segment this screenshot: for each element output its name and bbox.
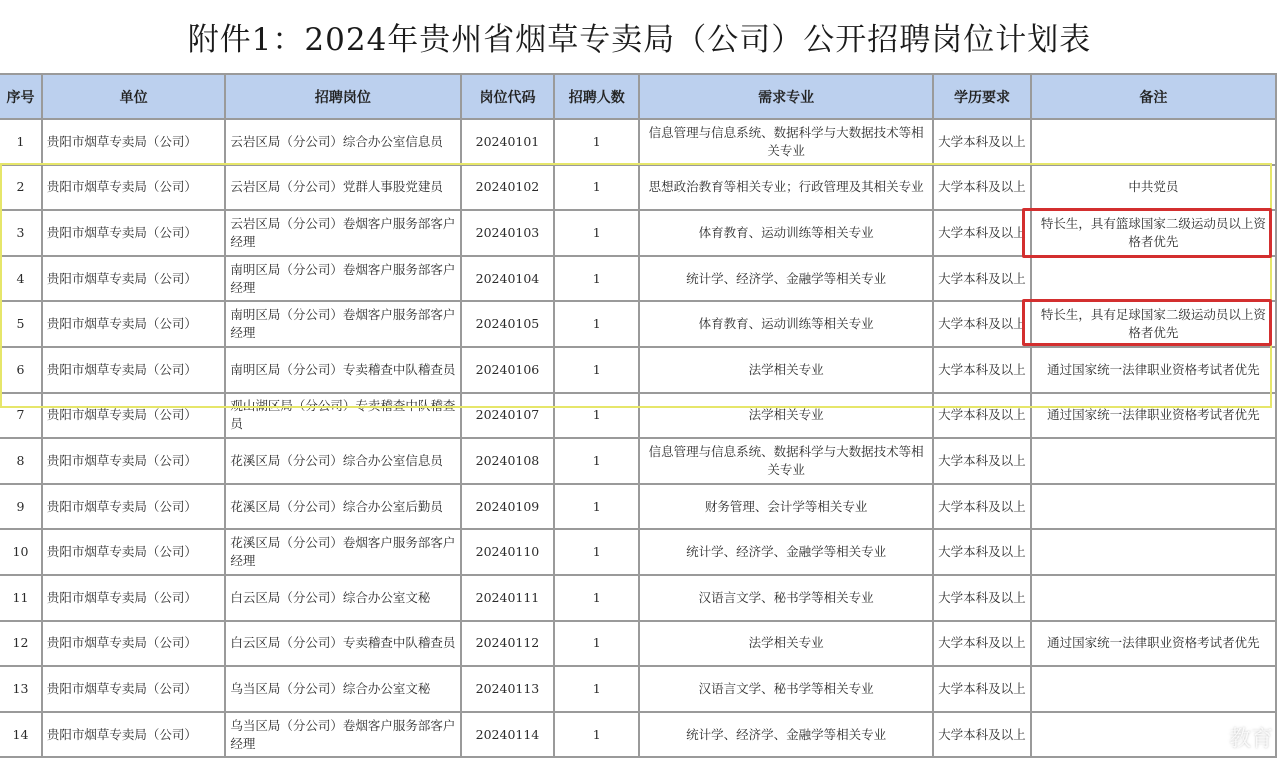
cell-no: 6	[0, 347, 42, 393]
cell-count: 1	[554, 712, 639, 758]
cell-post: 南明区局（分公司）卷烟客户服务部客户经理	[225, 256, 460, 302]
cell-post: 南明区局（分公司）专卖稽查中队稽查员	[225, 347, 460, 393]
header-major: 需求专业	[639, 74, 933, 119]
cell-code: 20240108	[461, 438, 555, 484]
cell-code: 20240107	[461, 393, 555, 439]
cell-post: 云岩区局（分公司）党群人事股党建员	[225, 165, 460, 211]
cell-no: 14	[0, 712, 42, 758]
cell-post: 乌当区局（分公司）综合办公室文秘	[225, 666, 460, 712]
cell-unit: 贵阳市烟草专卖局（公司）	[42, 347, 225, 393]
cell-major: 信息管理与信息系统、数据科学与大数据技术等相关专业	[639, 119, 933, 165]
cell-code: 20240114	[461, 712, 555, 758]
cell-count: 1	[554, 666, 639, 712]
cell-code: 20240112	[461, 621, 555, 667]
cell-unit: 贵阳市烟草专卖局（公司）	[42, 712, 225, 758]
table-row	[0, 393, 1276, 439]
cell-unit: 贵阳市烟草专卖局（公司）	[42, 119, 225, 165]
cell-count: 1	[554, 575, 639, 621]
table-row	[0, 529, 1276, 575]
cell-note	[1031, 119, 1276, 165]
cell-major: 体育教育、运动训练等相关专业	[639, 301, 933, 347]
cell-count: 1	[554, 256, 639, 302]
cell-major: 汉语言文学、秘书学等相关专业	[639, 666, 933, 712]
header-post: 招聘岗位	[225, 74, 460, 119]
cell-post: 白云区局（分公司）综合办公室文秘	[225, 575, 460, 621]
cell-note	[1031, 256, 1276, 302]
cell-edu: 大学本科及以上	[933, 666, 1031, 712]
cell-code: 20240111	[461, 575, 555, 621]
cell-unit: 贵阳市烟草专卖局（公司）	[42, 301, 225, 347]
cell-no: 4	[0, 256, 42, 302]
cell-edu: 大学本科及以上	[933, 165, 1031, 211]
cell-post: 花溪区局（分公司）卷烟客户服务部客户经理	[225, 529, 460, 575]
table-row	[0, 438, 1276, 484]
cell-major: 法学相关专业	[639, 393, 933, 439]
table-row	[0, 712, 1276, 758]
cell-code: 20240104	[461, 256, 555, 302]
cell-count: 1	[554, 393, 639, 439]
cell-major: 法学相关专业	[639, 621, 933, 667]
cell-major: 体育教育、运动训练等相关专业	[639, 210, 933, 256]
header-code: 岗位代码	[461, 74, 555, 119]
cell-no: 2	[0, 165, 42, 211]
table-row	[0, 119, 1276, 165]
cell-code: 20240113	[461, 666, 555, 712]
watermark-text: 教育	[1228, 727, 1273, 752]
table-header-row	[0, 74, 1276, 119]
cell-unit: 贵阳市烟草专卖局（公司）	[42, 666, 225, 712]
cell-note: 特长生，具有足球国家二级运动员以上资格者优先	[1031, 301, 1276, 347]
cell-post: 白云区局（分公司）专卖稽查中队稽查员	[225, 621, 460, 667]
cell-post: 观山湖区局（分公司）专卖稽查中队稽查员	[225, 393, 460, 439]
recruitment-table	[0, 73, 1277, 758]
cell-no: 7	[0, 393, 42, 439]
cell-edu: 大学本科及以上	[933, 210, 1031, 256]
cell-unit: 贵阳市烟草专卖局（公司）	[42, 529, 225, 575]
cell-unit: 贵阳市烟草专卖局（公司）	[42, 256, 225, 302]
cell-count: 1	[554, 438, 639, 484]
cell-major: 思想政治教育等相关专业；行政管理及其相关专业	[639, 165, 933, 211]
cell-edu: 大学本科及以上	[933, 712, 1031, 758]
cell-edu: 大学本科及以上	[933, 484, 1031, 530]
cell-edu: 大学本科及以上	[933, 621, 1031, 667]
table-row	[0, 210, 1276, 256]
cell-note	[1031, 529, 1276, 575]
cell-major: 信息管理与信息系统、数据科学与大数据技术等相关专业	[639, 438, 933, 484]
cell-post: 花溪区局（分公司）综合办公室信息员	[225, 438, 460, 484]
cell-code: 20240101	[461, 119, 555, 165]
cell-note: 特长生，具有篮球国家二级运动员以上资格者优先	[1031, 210, 1276, 256]
cell-edu: 大学本科及以上	[933, 393, 1031, 439]
cell-post: 云岩区局（分公司）综合办公室信息员	[225, 119, 460, 165]
page-title: 附件1：2024年贵州省烟草专卖局（公司）公开招聘岗位计划表	[187, 22, 1092, 58]
cell-note: 通过国家统一法律职业资格考试者优先	[1031, 347, 1276, 393]
cell-count: 1	[554, 529, 639, 575]
cell-no: 11	[0, 575, 42, 621]
header-count: 招聘人数	[554, 74, 639, 119]
cell-count: 1	[554, 621, 639, 667]
table-row	[0, 301, 1276, 347]
cell-count: 1	[554, 484, 639, 530]
cell-note	[1031, 575, 1276, 621]
cell-code: 20240106	[461, 347, 555, 393]
table-row	[0, 484, 1276, 530]
cell-major: 统计学、经济学、金融学等相关专业	[639, 712, 933, 758]
cell-count: 1	[554, 347, 639, 393]
cell-unit: 贵阳市烟草专卖局（公司）	[42, 621, 225, 667]
cell-count: 1	[554, 119, 639, 165]
cell-note	[1031, 438, 1276, 484]
cell-major: 汉语言文学、秘书学等相关专业	[639, 575, 933, 621]
header-unit: 单位	[42, 74, 225, 119]
cell-edu: 大学本科及以上	[933, 119, 1031, 165]
cell-no: 1	[0, 119, 42, 165]
cell-code: 20240103	[461, 210, 555, 256]
cell-code: 20240105	[461, 301, 555, 347]
cell-major: 统计学、经济学、金融学等相关专业	[639, 256, 933, 302]
cell-no: 3	[0, 210, 42, 256]
cell-major: 法学相关专业	[639, 347, 933, 393]
cell-edu: 大学本科及以上	[933, 347, 1031, 393]
cell-unit: 贵阳市烟草专卖局（公司）	[42, 484, 225, 530]
cell-no: 10	[0, 529, 42, 575]
cell-unit: 贵阳市烟草专卖局（公司）	[42, 210, 225, 256]
cell-edu: 大学本科及以上	[933, 438, 1031, 484]
cell-edu: 大学本科及以上	[933, 301, 1031, 347]
cell-note	[1031, 666, 1276, 712]
cell-edu: 大学本科及以上	[933, 575, 1031, 621]
table-row	[0, 165, 1276, 211]
header-no: 序号	[0, 74, 42, 119]
cell-unit: 贵阳市烟草专卖局（公司）	[42, 165, 225, 211]
cell-no: 12	[0, 621, 42, 667]
cell-no: 13	[0, 666, 42, 712]
cell-note: 中共党员	[1031, 165, 1276, 211]
cell-note: 通过国家统一法律职业资格考试者优先	[1031, 621, 1276, 667]
cell-code: 20240110	[461, 529, 555, 575]
cell-edu: 大学本科及以上	[933, 256, 1031, 302]
cell-code: 20240109	[461, 484, 555, 530]
cell-unit: 贵阳市烟草专卖局（公司）	[42, 575, 225, 621]
cell-no: 8	[0, 438, 42, 484]
cell-note: 通过国家统一法律职业资格考试者优先	[1031, 393, 1276, 439]
cell-edu: 大学本科及以上	[933, 529, 1031, 575]
cell-major: 统计学、经济学、金融学等相关专业	[639, 529, 933, 575]
cell-unit: 贵阳市烟草专卖局（公司）	[42, 438, 225, 484]
table-row	[0, 347, 1276, 393]
cell-unit: 贵阳市烟草专卖局（公司）	[42, 393, 225, 439]
cell-count: 1	[554, 301, 639, 347]
cell-code: 20240102	[461, 165, 555, 211]
cell-post: 南明区局（分公司）卷烟客户服务部客户经理	[225, 301, 460, 347]
cell-count: 1	[554, 165, 639, 211]
cell-post: 乌当区局（分公司）卷烟客户服务部客户经理	[225, 712, 460, 758]
cell-no: 5	[0, 301, 42, 347]
table-row	[0, 256, 1276, 302]
header-edu: 学历要求	[933, 74, 1031, 119]
header-note: 备注	[1031, 74, 1276, 119]
table-row	[0, 621, 1276, 667]
table-row	[0, 666, 1276, 712]
cell-count: 1	[554, 210, 639, 256]
table-row	[0, 575, 1276, 621]
cell-post: 花溪区局（分公司）综合办公室后勤员	[225, 484, 460, 530]
cell-no: 9	[0, 484, 42, 530]
cell-note	[1031, 484, 1276, 530]
cell-post: 云岩区局（分公司）卷烟客户服务部客户经理	[225, 210, 460, 256]
cell-major: 财务管理、会计学等相关专业	[639, 484, 933, 530]
